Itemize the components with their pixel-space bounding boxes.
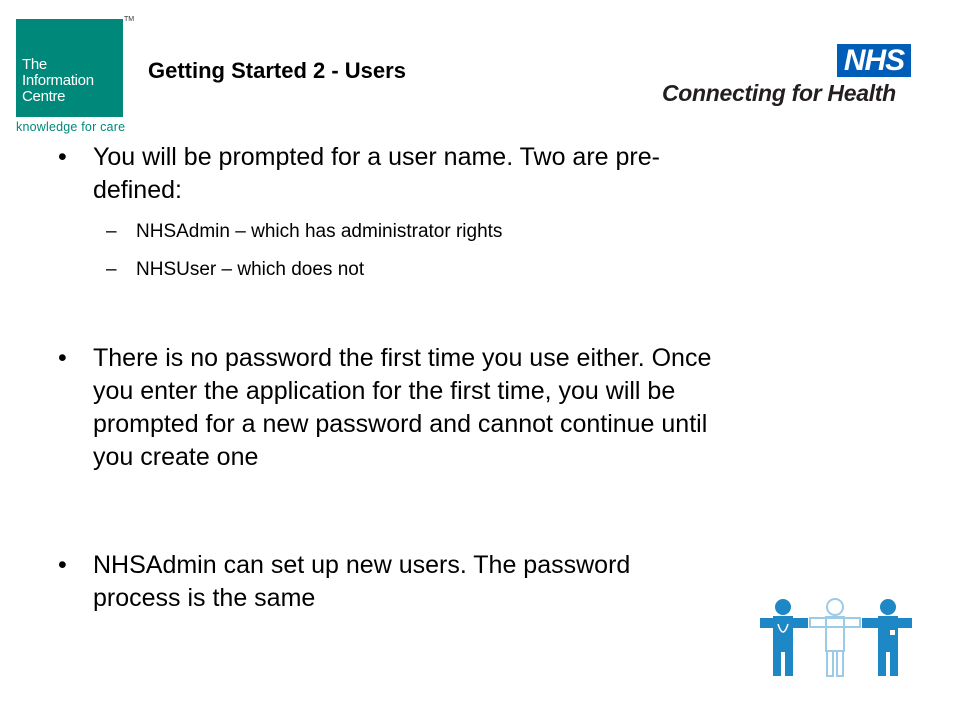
bullet-text: [93, 342, 711, 474]
text-line: There is no password the first time you use either. Once: [93, 344, 712, 372]
logo-line: The: [22, 56, 47, 73]
bullet-text: [93, 141, 660, 207]
slide-title: Getting Started 2 - Users: [148, 58, 406, 83]
figure-right: [862, 599, 912, 676]
figure-middle: [810, 599, 860, 676]
bullet-marker: •: [58, 143, 67, 171]
bullet-text: [93, 549, 630, 615]
logo-tagline: knowledge for care: [16, 120, 126, 134]
figure-left: [760, 599, 808, 676]
sub-bullet-text: NHSAdmin – which has administrator rights: [136, 221, 503, 242]
bullet-marker: •: [58, 344, 67, 372]
bullet-marker: •: [58, 551, 67, 579]
nhs-logo-badge: NHS: [837, 44, 911, 77]
text-line: defined:: [93, 176, 182, 204]
people-figures-icon: [758, 598, 913, 678]
text-line: you enter the application for the first time, you will be: [93, 377, 676, 405]
text-line: You will be prompted for a user name. Two are pre-: [93, 143, 660, 171]
information-centre-logo-text: [22, 57, 94, 105]
nhs-logo-text: Connecting for Health: [662, 80, 896, 106]
trademark-mark: TM: [124, 16, 135, 23]
text-line: NHSAdmin can set up new users. The password: [93, 551, 631, 579]
text-line: process is the same: [93, 584, 316, 612]
text-line: you create one: [93, 443, 259, 471]
text-line: prompted for a new password and cannot continue until: [93, 410, 708, 438]
logo-line: Centre: [22, 88, 66, 105]
sub-bullet-marker: –: [106, 259, 117, 280]
information-centre-logo: [16, 19, 123, 117]
logo-line: Information: [22, 72, 94, 89]
sub-bullet-marker: –: [106, 221, 117, 242]
sub-bullet-text: NHSUser – which does not: [136, 259, 365, 280]
